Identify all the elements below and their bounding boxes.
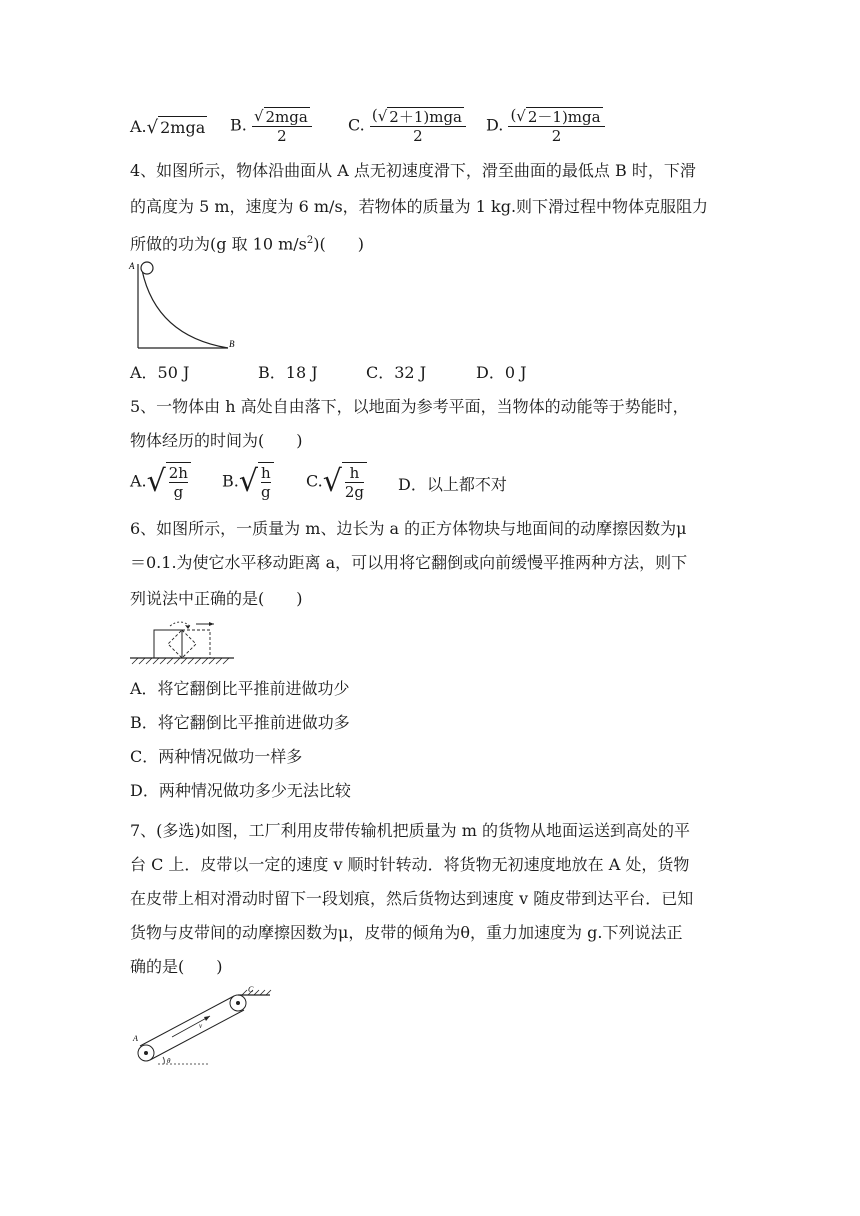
q7-line-4: 货物与皮带间的动摩擦因数为μ，皮带的倾角为θ，重力加速度为 g.下列说法正 [130, 923, 683, 942]
q4-option-a: A．50 J [130, 363, 190, 382]
q6-option-b: B．将它翻倒比平推前进做功多 [130, 713, 350, 732]
q5-line-2: 物体经历的时间为( ) [130, 431, 303, 450]
q4-line-1: 4、如图所示，物体沿曲面从 A 点无初速度滑下，滑至曲面的最低点 B 时，下滑 [130, 161, 696, 180]
q6-option-c: C．两种情况做功一样多 [130, 747, 303, 766]
q6-line-3: 列说法中正确的是( ) [130, 589, 303, 608]
q4-fig-label-b: B [229, 339, 235, 349]
q7-fig-label-v: v [199, 1022, 203, 1030]
q6-cube-figure [130, 618, 240, 666]
q6-line-1: 6、如图所示，一质量为 m、边长为 a 的正方体物块与地面间的动摩擦因数为μ [130, 519, 687, 538]
q5-option-d: D．以上都不对 [398, 475, 507, 494]
q7-line-5: 确的是( ) [130, 957, 223, 976]
q7-fig-label-c: C [248, 985, 254, 994]
q4-option-c: C．32 J [366, 363, 427, 382]
q4-option-b: B．18 J [258, 363, 318, 382]
q4-line-3: 所做的功为(g 取 10 $m/s^2$)( ) [130, 234, 364, 254]
q3-option-c: C. $\frac{\text{(√ 2＋1)mga}}{2}$ [348, 106, 466, 145]
q7-fig-label-a: A [133, 1034, 138, 1043]
q7-fig-label-theta: θ [167, 1057, 171, 1065]
q5-line-1: 5、一物体由 h 高处自由落下，以地面为参考平面，当物体的动能等于势能时， [130, 397, 689, 416]
q6-line-2: ＝0.1.为使它水平移动距离 a，可以用将它翻倒或向前缓慢平推两种方法，则下 [130, 553, 688, 572]
q5-option-b: B.√ $\frac{h}{g}$ [222, 462, 274, 501]
q5-option-c: C.√ $\frac{h}{2g}$ [306, 462, 367, 501]
q7-line-1: 7、(多选)如图，工厂利用皮带传输机把质量为 m 的货物从地面运送到高处的平 [130, 821, 691, 840]
q7-line-2: 台 C 上．皮带以一定的速度 v 顺时针转动．将货物无初速度地放在 A 处，货物 [130, 855, 690, 874]
q4-option-d: D．0 J [476, 363, 527, 382]
q7-line-3: 在皮带上相对滑动时留下一段划痕，然后货物达到速度 v 随皮带到达平台．已知 [130, 889, 694, 908]
q3-option-b: B. $\frac{\text{√ 2mga}}{2}$ [230, 106, 312, 145]
q4-line-2: 的高度为 5 m，速度为 6 m/s，若物体的质量为 1 kg.则下滑过程中物体克服阻力 [130, 197, 709, 216]
q6-option-d: D．两种情况做功多少无法比较 [130, 781, 351, 800]
q4-curve-figure [128, 258, 248, 353]
q3-option-d: D. $\frac{\text{(√ 2－1)mga}}{2}$ [486, 106, 605, 145]
q3-option-a: A.√ 2mga [130, 116, 206, 138]
q4-fig-label-a: A [129, 261, 135, 271]
q6-option-a: A．将它翻倒比平推前进做功少 [130, 679, 350, 698]
q7-conveyor-figure [130, 984, 280, 1070]
q5-option-a: A.√ $\frac{2h}{g}$ [130, 462, 191, 501]
